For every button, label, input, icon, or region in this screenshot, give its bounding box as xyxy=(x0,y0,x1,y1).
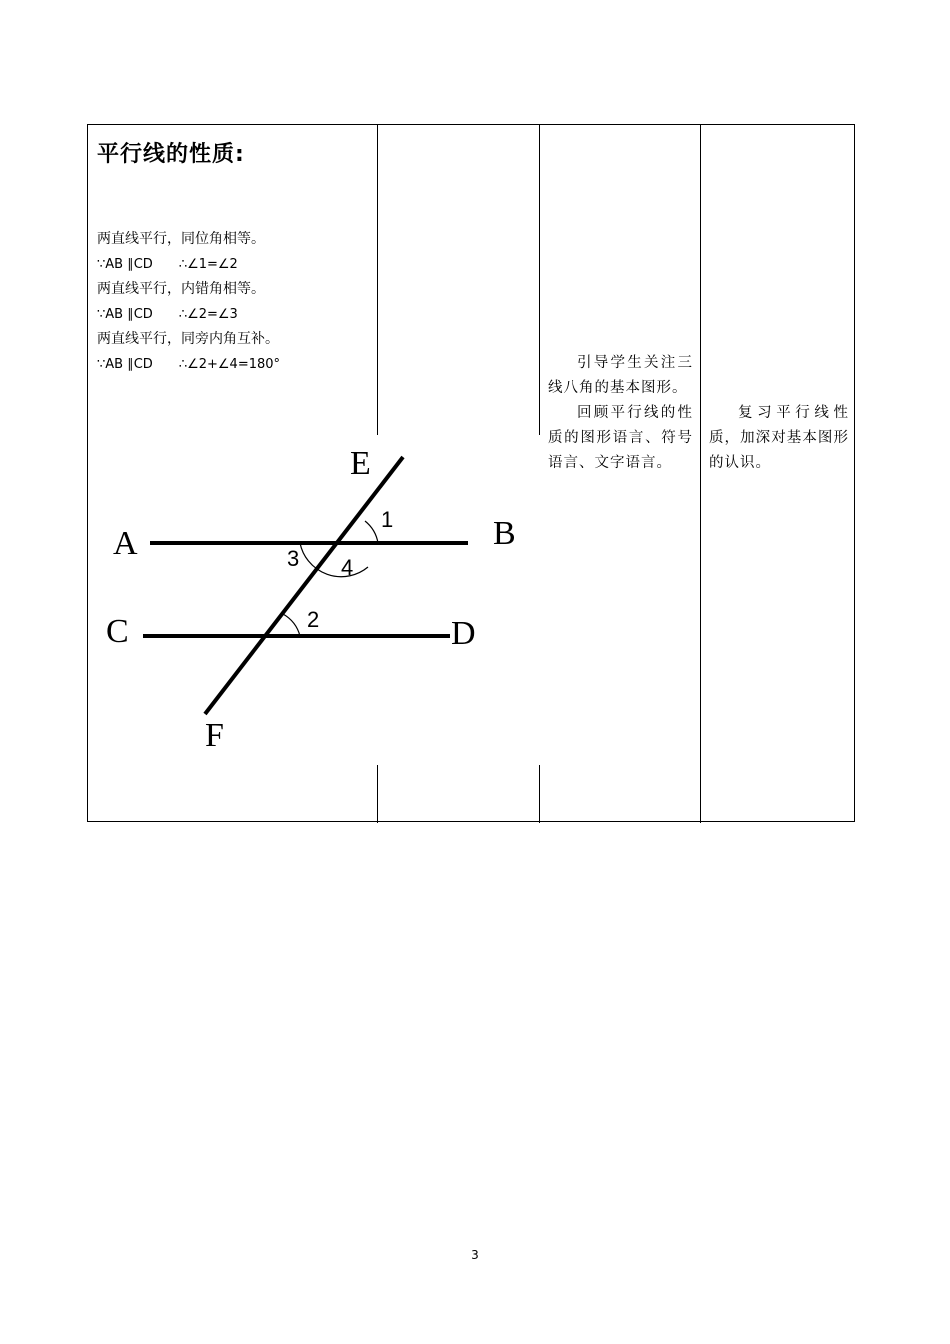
property-formula xyxy=(97,352,280,377)
section-heading: 平行线的性质: xyxy=(97,142,245,167)
angle-label-1: 1 xyxy=(381,507,394,532)
activity-cell xyxy=(548,351,693,476)
point-label-a: A xyxy=(113,525,138,562)
formula-then: ∴∠2+∠4=180° xyxy=(178,357,281,372)
formula-then: ∴∠1=∠2 xyxy=(178,257,238,272)
point-label-f: F xyxy=(205,717,224,754)
property-text: 两直线平行，同位角相等。 xyxy=(97,231,265,247)
property-formula xyxy=(97,302,280,327)
angle-arc-2 xyxy=(283,614,300,636)
activity-paragraph-2: 回顾平行线的性质的图形语言、符号语言、文字语言。 xyxy=(548,405,693,471)
property-text: 两直线平行，同旁内角互补。 xyxy=(97,331,279,347)
activity-paragraph-1: 引导学生关注三线八角的基本图形。 xyxy=(548,355,693,396)
angle-arc-1 xyxy=(365,521,378,543)
angle-label-2: 2 xyxy=(307,607,320,632)
point-label-d: D xyxy=(451,615,476,652)
formula-given: ∵AB ∥CD xyxy=(97,257,153,272)
property-formula xyxy=(97,252,280,277)
formula-then: ∴∠2=∠3 xyxy=(178,307,238,322)
column-divider xyxy=(539,765,540,823)
formula-given: ∵AB ∥CD xyxy=(97,357,153,372)
point-label-e: E xyxy=(350,445,371,482)
column-divider xyxy=(377,765,378,823)
property-text: 两直线平行，内错角相等。 xyxy=(97,281,265,297)
point-label-b: B xyxy=(493,515,516,552)
parallel-lines-figure xyxy=(95,430,535,760)
angle-label-3: 3 xyxy=(287,546,300,571)
page-number: 3 xyxy=(471,1248,479,1262)
property-list xyxy=(97,227,280,377)
transversal-ef xyxy=(205,457,403,714)
intent-cell xyxy=(709,401,849,476)
angle-label-4: 4 xyxy=(341,555,354,580)
column-divider xyxy=(539,125,540,435)
intent-paragraph: 复习平行线性质，加深对基本图形的认识。 xyxy=(709,405,849,471)
point-label-c: C xyxy=(106,613,129,650)
column-divider xyxy=(700,125,701,823)
column-divider xyxy=(377,125,378,435)
formula-given: ∵AB ∥CD xyxy=(97,307,153,322)
